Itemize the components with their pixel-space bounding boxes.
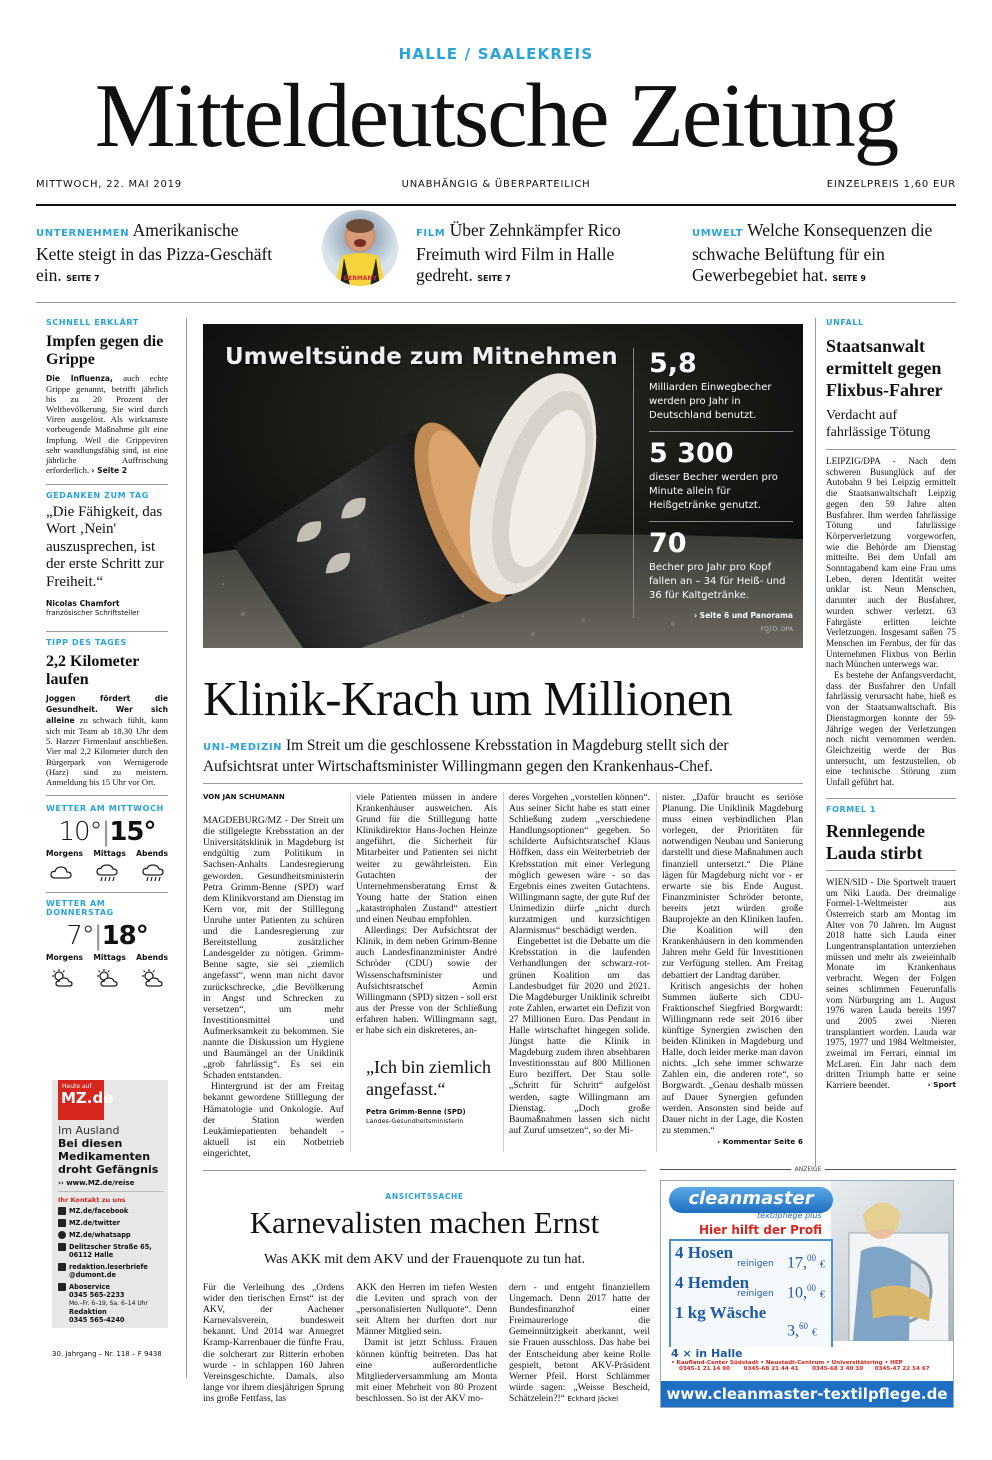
teaser-kicker: UNTERNEHMEN [36, 228, 130, 239]
bottom-col-3 [509, 1282, 650, 1405]
ad-price-row [671, 1301, 831, 1341]
wetter1-kicker: WETTER AM MITTWOCH [46, 803, 164, 813]
bottom-kicker: ANSICHTSSACHE [385, 1192, 464, 1201]
wetter2-times [46, 953, 168, 962]
column-divider [186, 318, 187, 1378]
divider [46, 892, 168, 893]
contact-item-text: Delitzscher Straße 65, 06112 Halle [69, 1243, 152, 1259]
right-title[interactable]: Staatsanwalt ermittelt gegen Flixbus-Fahrer [826, 336, 943, 400]
right-text2 [826, 877, 956, 1091]
location-icon [58, 1243, 66, 1251]
tipp-title[interactable]: 2,2 Kilometer laufen [46, 652, 140, 688]
paragraph: MAGDEBURG/MZ - Der Streit um die stillgelegte Krebsstation an der Universitätsklinik in Magdeburg ist endgültig zum Politikum in Sachsen-Anhalts Landesregierung geworden. Gesundheitsministerin Petra Grimm-Benne (SPD) warf dem Klinikvorstand am Dienstag im Kern vor, mit der Stilllegung Unruhe unter Patienten zu schüren und die Landesregierung zur Bereitstellung zusätzlicher Landesgelder zu nötigen. Grimm-Benne sagte, sie sei „ziemlich angefasst“, wenn man nicht davor zurückschrecke, „die Bevölkerung in Angst und Schrecken zu versetzen“, um mehr Investitionsmittel und Aufmerksamkeit zu bekommen. Sie nannte die Diskussion um Hygiene und Baumängel an der Uniklinik „grob fahrlässig“. Es sei ein Schaden entstanden. [203, 815, 344, 1082]
athlete-portrait [322, 210, 398, 286]
ad-item-name: 4 Hemden [675, 1273, 750, 1292]
teaser-page: SEITE 9 [832, 274, 866, 283]
wetter1-temps [46, 817, 168, 847]
teaser-rule [36, 302, 956, 303]
bottom-col-1 [203, 1282, 344, 1404]
gedanken-role: französischer Schriftsteller [46, 608, 140, 617]
ad-brand: cleanmaster [688, 1188, 814, 1209]
issue-footer: 30. Jahrgang – Nr. 118 – F 9438 [52, 1350, 162, 1358]
mz-contact-box[interactable] [52, 1080, 168, 1328]
right-text [826, 456, 956, 788]
divider [649, 521, 793, 522]
ad-brand-box [669, 1187, 833, 1213]
gedanken-kicker: GEDANKEN ZUM TAG [46, 490, 149, 500]
column-divider [656, 792, 657, 1152]
cloud-icon [50, 864, 72, 882]
teaser-unternehmen[interactable] [36, 220, 276, 289]
divider [825, 1169, 956, 1170]
tipp-body: zu schwach fühlt, kann sich mit Team ab 18.30 Uhr dem 5. Harzer Firmenlauf anschließen. Vier mal 2,2 Kilometer durch den Bürgerpark von Wernigerode (Harz) sind zu meistern. Anmeldung bis 15 Uhr vor Ort. [46, 715, 169, 787]
teaser-umwelt[interactable] [692, 220, 954, 289]
ad-item-name: 1 kg Wäsche [675, 1303, 767, 1322]
quote-role: Landes-Gesundheitsministerin [366, 1117, 464, 1125]
paragraph: deres Vorgehen „vorstellen können“. Aus seiner Sicht habe es statt einer Schließung zudem „verschiedene Handlungsoptionen“ gegeben. So schilderte Aufsichtsratschef Klaus Höffken, dass ein Weiterbetrieb der Krebsstation mit einer Verlegung möglich gewesen wäre - so das Ergebnis eines zweiten Gutachtens. Willingmann sagte, der gute Ruf der Unimedizin dürfe „nicht durch kurzatmigen und kurzsichtigen Alarmismus“ beschädigt werden. [509, 792, 650, 937]
red-title: Redaktion [69, 1308, 107, 1316]
paragraph: Es bestehe der Anfangsverdacht, dass der Busfahrer den Unfall fahrlässig verursacht habe, hieß es von der Staatsanwaltschaft. Bis Dienstagmorgen konnte der 59-Jährige wegen der Verletzungen noch nicht vernommen werden. Gleichzeitig werde der Bus untersucht, um festzustellen, ob eine technische Störung zum Unfall geführt hat. [826, 670, 956, 788]
ad-brand-sub: textilpflege plus [757, 1211, 822, 1220]
ad-price-row [671, 1241, 831, 1271]
abo-title: Aboservice [69, 1283, 110, 1291]
main-col-3 [509, 792, 650, 1136]
schnell-ref[interactable]: › Seite 2 [91, 465, 128, 475]
tipp-lead: Joggen fördert die Gesundheit. Wer sich alleine [46, 693, 168, 726]
column-divider [350, 792, 351, 1152]
paragraph: Für die Verleihung des „Ordens wider den tierischen Ernst“ ist der AKV, der Aachener Karnevalsverein, bundesweit bekannt. Und 2014 war Annegret Kramp-Karrenbauer die fünfte Frau, die solcherart zur Ritterin erhoben wurde - in schlappen 160 Jahren Vereinsgeschichte. Damals, also lange vor ihrem diesjährigen Sprung ins große Fettfass, las [203, 1282, 344, 1404]
facebook-icon [58, 1207, 66, 1215]
temp-low: 7° [66, 920, 94, 951]
paragraph: Allerdings: Der Aufsichtsrat der Klinik, in dem neben Grimm-Benne auch Landesfinanzminister André Schröder (CDU) sowie der Wissenschaftsminister und Aufsichtsratschef Armin Willingmann (SPD) sitzen - soll erst aus der Presse von der Schließung erfahren haben. Willingmann sagt, er habe sich ein diskreteres, an- [356, 925, 497, 1036]
main-kicker: UNI-MEDIZIN [203, 742, 283, 753]
teaser-page: SEITE 7 [66, 274, 100, 283]
paragraph: viele Patienten müssen in andere Krankenhäuser ausweichen. Als Grund für die Stilllegung hatte Klinikdirektor Hans-Jochen Heinze angeführt, die Sicherheit für Mitarbeiter und Patienten sei nicht weiter zu gewährleisten. Ein Gutachten der Unternehmensberatung Ernst & Young hatte der Station einen „katastrophalen Zustand“ attestiert und einen Neubau empfohlen. [356, 792, 497, 926]
right-sub: Verdacht auf fahrlässige Tötung [826, 408, 931, 440]
temp-separator: | [101, 816, 110, 847]
stat-text: Milliarden Einwegbecher werden pro Jahr in Deutschland benutzt. [649, 382, 772, 421]
teaser-page: SEITE 7 [477, 274, 511, 283]
contact-twitter[interactable] [58, 1219, 164, 1227]
ad-count: 4 × in Halle [671, 1347, 743, 1360]
wetter2-icons [46, 962, 168, 988]
schnell-lead: Die Influenza, [46, 374, 113, 383]
gedanken-quote: „Die Fähigkeit, das Wort ‚Nein' auszusprechen, ist der erste Schritt zur Freiheit.“ [46, 503, 164, 590]
ad-label [660, 1166, 956, 1173]
contact-whatsapp[interactable] [58, 1231, 164, 1239]
teaser-text: Über Zehnkämpfer Rico Freimuth wird Film in Halle gedreht. [416, 220, 621, 285]
teaser-photo[interactable] [322, 210, 398, 286]
paragraph-text: dern - und entgeht finanziellem Ungemach. Denn 2017 hatte der Bundesfinanzhof einer Freimaurerloge die Gemeinnützigkeit aberkannt, weil sie Frauen ausschloss. Das habe bei der Entscheidung aber keine Rolle gespielt, betont AKV-Präsident Werner Pfeil. Horst Schlämmer würde sagen: „Weisse Bescheid, Schätzelein?!“ [509, 1282, 650, 1404]
mail-icon [58, 1263, 66, 1271]
photo-ref[interactable]: › Seite 6 und Panorama [693, 611, 793, 620]
temp-low: 10° [58, 816, 102, 847]
teaser-kicker: FILM [416, 228, 446, 239]
paragraph: Damit ist jetzt Schluss. Frauen können künftig beitreten. Das hat eine außerordentliche Mitgliederversammlung am Monta mit einer Mehrheit von 80 Prozent beschlossen. So ist der AKV mo- [356, 1337, 497, 1404]
price-cents: 00 [807, 1253, 816, 1263]
ad-item-name: 4 Hosen [675, 1243, 734, 1262]
main-subhead [203, 736, 803, 776]
ad-label-text: ANZEIGE [794, 1166, 822, 1173]
ad-item-price [787, 1321, 817, 1340]
divider [826, 449, 956, 450]
quote-text: „Ich bin ziemlich angefasst.“ [366, 1057, 491, 1099]
time-label: Morgens [46, 952, 84, 962]
ad-url-bar[interactable] [661, 1381, 953, 1407]
ad-item-action: reinigen [737, 1259, 774, 1269]
sun-cloud-icon [140, 968, 164, 988]
slogan: UNABHÄNGIG & ÜBERPARTEILICH [401, 179, 591, 190]
divider [46, 484, 168, 485]
main-col-2 [356, 792, 497, 1036]
contact-item-text: redaktion.leserbriefe @dumont.de [69, 1263, 148, 1279]
main-col-4 [662, 792, 803, 1147]
main-col-1 [203, 792, 344, 1159]
main-byline: VON JAN SCHUMANN [203, 793, 285, 801]
time-label: Morgens [46, 848, 84, 858]
contact-link[interactable]: ›› www.MZ.de/reise [58, 1179, 135, 1187]
ad-phones: 0345-1 21 14 90 0345-68 21 44 41 0345-68 3 40 30 0345-47 22 54 67 [679, 1366, 930, 1372]
divider [649, 431, 793, 432]
bottom-title[interactable]: Karnevalisten machen Ernst [249, 1205, 600, 1240]
sun-cloud-icon [50, 968, 74, 988]
stat-text: Becher pro Jahr pro Kopf fallen an – 34 für Heiß- und 36 für Kaltgetränke. [649, 562, 786, 601]
quote-author: Petra Grimm-Benne (SPD) [366, 1108, 466, 1116]
schnell-body: auch echte Grippe genannt, betrifft jährlich bis zu 20 Prozent der Weltbevölkerung. Sie wird durch Viren ausgelöst. Als wirksamste vorbeugende Maßnahme gilt eine Impfung. Weil die Grippeviren sehr wandlungsfähig sind, ist eine jährliche Auffrischung erforderlich. [46, 373, 169, 475]
paragraph: AKK den Herren im tiefen Westen die Leviten und sprach von der „personalisierten Nullquote“. Denn seit Altem her durften dort nur Männer Mitglied sein. [356, 1282, 497, 1338]
schnell-title[interactable]: Impfen gegen die Grippe [46, 333, 164, 368]
tipp-text [46, 693, 168, 787]
bottom-col-2 [356, 1282, 497, 1404]
comment-ref[interactable]: › Kommentar Seite 6 [717, 1136, 803, 1146]
contact-item-text: MZ.de/facebook [69, 1207, 129, 1215]
temp-high: 18° [101, 920, 148, 951]
contact-item-text: MZ.de/whatsapp [69, 1231, 131, 1239]
mz-badge[interactable] [58, 1080, 114, 1120]
price-value: 17, [787, 1254, 807, 1272]
contact-items [58, 1207, 164, 1324]
wetter1-times [46, 849, 168, 858]
paragraph: Hintergrund ist der am Freitag bekannt gewordene Stilllegung der Hämatologie und Onkologie. Auf der Station werden Leukämiepatienten behandelt - aktuell ist ein Notbetrieb eingerichtet, [203, 1081, 344, 1159]
divider [826, 870, 956, 871]
stat-value: 5,8 [649, 348, 697, 379]
contact-kontakt: Ihr Kontakt zu uns [58, 1196, 126, 1204]
phone-icon [58, 1283, 66, 1291]
ad-item-price [787, 1283, 825, 1302]
contact-phone [58, 1283, 164, 1324]
divider [826, 798, 956, 799]
bottom-sub: Was AKK mit dem AKV und der Frauenquote zu tun hat. [264, 1252, 585, 1267]
issue-date: MITTWOCH, 22. MAI 2019 [36, 179, 182, 190]
masthead-rule [36, 204, 956, 206]
price-cents: 00 [807, 1283, 816, 1293]
time-label: Abends [136, 848, 168, 858]
price: EINZELPREIS 1,60 EUR [826, 179, 956, 190]
main-headline[interactable]: Klinik-Krach um Millionen [203, 671, 733, 726]
right-column [826, 318, 956, 1091]
abo-hours: Mo.–Fr. 6–19, Sa. 6–14 Uhr [69, 1300, 148, 1307]
ad-item-price [787, 1253, 825, 1272]
contact-address [58, 1243, 164, 1259]
edition-label: HALLE / SAALEKREIS [398, 45, 594, 63]
badge-big: MZ.de [61, 1089, 114, 1107]
teaser-text: Welche Konsequenzen die schwache Belüftung für ein Gewerbegebiet hat. [692, 220, 933, 285]
photo-stats [649, 348, 793, 633]
cleanmaster-ad[interactable] [660, 1180, 954, 1408]
teaser-kicker: UMWELT [692, 228, 744, 239]
paragraph: LEIPZIG/DPA - Nach dem schweren Busunglück auf der Autobahn 9 bei Leipzig ermittelt die Staatsanwaltschaft Leipzig gegen den 59 Jahre alten Busfahrer. Ihm werden fahrlässige Tötung und fahrlässige Körperverletzung vorgeworfen, wie die Behörde am Dienstag mitteilte. Bei dem Unfall am Sonntagabend kam eine Frau ums Leben, deren Identität weiter unklar ist. Neun Menschen, darunter auch der Busfahrer, wurden schwer verletzt. 63 Fahrgäste erlitten leichte Verletzungen. Insgesamt saßen 75 Menschen im Fernbus, der für das Unternehmen Flixbus von Berlin nach München unterwegs war. [826, 456, 956, 670]
pull-quote [366, 1056, 496, 1125]
rain-cloud-icon [96, 864, 118, 884]
wetter2-kicker: WETTER AM DONNERSTAG [46, 898, 114, 917]
paragraph: WIEN/SID - Die Sportwelt trauert um Niki Lauda. Der dreimalige Formel-1-Weltmeister aus Österreich starb am Montag im Alter von 70 Jahren. Im August 2018 hatte sich Lauda einer Lungentransplantation unterziehen müssen und mehr als zweieinhalb Monate im Krankenhaus verbracht. Wegen der Folgen seines schlimmen Feuerunfalls vom Nürburgring am 1. August 1976 waren Lauda bereits 1997 und 2005 zwei Nieren transplantiert worden. Lauda war 1975, 1977 und 1984 Weltmeister, zweimal im Ferrari, einmal im McLaren. Ein Jahr nach dem dritten Triumph hatte er seine Karriere beendet. [826, 876, 956, 1091]
paragraph: nister. „Dafür braucht es seriöse Planung. Die Uniklinik Magdeburg muss einen verbindlichen Plan vorlegen, der Prioritäten für notwendigen Neubau und Sanierung darstellt und diese Maßnahmen auch finanziell untersetzt.“ Die Pläne lägen für Magdeburg nicht vor - er erwarte sie bis Ende August. Finanzminister Schröder betonte, bereits jetzt würden große Bauprojekte an den Kliniken laufen. Die Koalition will den Krankenhäusern in den kommenden Jahren mehr Geld für Investitionen zur Verfügung stellen. Am Freitag debattiert der Landtag darüber. [662, 792, 803, 981]
photo-divider [633, 348, 634, 618]
bottom-author: Eckhard Jäckel [567, 1394, 619, 1403]
time-label: Mittags [93, 952, 126, 962]
ad-slogan: Hier hilft der Profi [699, 1223, 822, 1237]
schnell-text [46, 373, 168, 476]
time-label: Abends [136, 952, 168, 962]
subhead-rule [203, 783, 803, 784]
wetter2-temps [46, 921, 168, 951]
red-phone: 0345 565-4240 [69, 1316, 125, 1324]
ad-branch-list: • Kaufland-Center Südstadt • Neustadt-Centrum • Universitätsring • HEP [671, 1360, 903, 1366]
contact-sub: Im Ausland [58, 1124, 120, 1137]
stat-value: 70 [649, 528, 687, 559]
stat-text: dieser Becher werden pro Minute allein für Heißgetränke genutzt. [649, 472, 778, 511]
masthead-title[interactable]: Mitteldeutsche Zeitung [94, 65, 898, 166]
divider [46, 631, 168, 632]
divider [660, 1169, 791, 1170]
ad-price-row [671, 1271, 831, 1301]
feature-photo[interactable] [203, 324, 803, 648]
teaser-film[interactable] [416, 220, 656, 289]
price-currency: € [820, 1289, 825, 1301]
left-column [46, 318, 168, 988]
schnell-kicker: SCHNELL ERKLÄRT [46, 318, 139, 327]
abo-phone: 0345 565-2233 [69, 1291, 125, 1299]
tipp-kicker: TIPP DES TAGES [46, 637, 127, 647]
paragraph [509, 1282, 650, 1405]
rain-cloud-icon [142, 864, 164, 884]
contact-item-text: MZ.de/twitter [69, 1219, 120, 1227]
photo-credit: FOTO: DPA [760, 626, 793, 633]
contact-email[interactable] [58, 1263, 164, 1279]
sun-cloud-icon [95, 968, 119, 988]
temp-high: 15° [109, 816, 156, 847]
twitter-icon [58, 1219, 66, 1227]
ad-price-box [669, 1239, 833, 1349]
ad-photo [831, 1181, 953, 1341]
gedanken-author: Nicolas Chamfort [46, 598, 120, 608]
paragraph: Eingebettet ist die Debatte um die Krebsstation in die laufenden Verhandlungen der schwarz-rot-grünen Koalition um das Landesbudget für 2020 und 2021. Die Magdeburger Uniklinik schreibt rote Zahlen, erwartet ein Defizit von 27 Millionen Euro. Das Pendant in Halle wirtschaftet hingegen solide. Jüngst hatte die Klinik in Magdeburg zudem ihren absehbaren Investitionsstau auf 800 Millionen Euro beziffert. Der Stau solle „Schritt für Schritt“ aufgelöst werden, sagte Willingmann am Dienstag. „Doch große Baumaßnahmen lassen sich nicht auf Zuruf umsetzen“, so der Mi- [509, 936, 650, 1136]
column-divider [503, 792, 504, 1152]
bottom-rule [203, 1170, 646, 1171]
ad-branches [661, 1347, 953, 1381]
price-currency: € [820, 1259, 825, 1271]
teaser-text: Amerikanische Kette steigt in das Pizza-Geschäft ein. [36, 220, 273, 285]
price-currency: € [812, 1327, 817, 1339]
price-value: 3, [787, 1322, 799, 1340]
whatsapp-icon [58, 1231, 66, 1239]
time-label: Mittags [93, 848, 126, 858]
shirt-label: GERMANY [343, 275, 377, 282]
column-divider [815, 318, 816, 1166]
photo-title: Umweltsünde zum Mitnehmen [225, 344, 618, 370]
laundry-photo-icon [831, 1181, 953, 1341]
temp-separator: | [93, 920, 102, 951]
price-cents: 60 [799, 1321, 808, 1331]
right-kicker2: FORMEL 1 [826, 804, 877, 814]
paragraph: Kritisch angesichts der hohen Summen äußerte sich CDU-Fraktionschef Siegfried Borgwardt: Willingmann rede seit 2016 über künftige Synergien zwischen den beiden Kliniken in Magdeburg und Halle, doch leider merke man davon nichts. „Ich sehe immer schwarze Zahlen ein, die anderen rote“, so Borgwardt. „Genau deshalb müssen auf Dauer Synergien gefunden werden. Ansonsten sind beide auf Dauer nicht in der Lage, die Kosten zu stemmen.“ [662, 980, 803, 1136]
right-kicker: UNFALL [826, 318, 864, 327]
stat-value: 5 300 [649, 438, 734, 469]
ad-url[interactable]: www.cleanmaster-textilpflege.de [666, 1385, 948, 1403]
sport-ref[interactable]: › Sport [927, 1080, 956, 1090]
main-sub: Im Streit um die geschlossene Krebsstation in Magdeburg stellt sich der Aufsichtsrat unter Wirtschaftsminister Willingmann gegen den Krankenhaus-Chef. [203, 737, 729, 775]
price-value: 10, [787, 1284, 807, 1302]
badge-small: Heute auf [62, 1083, 92, 1090]
right-title2[interactable]: Rennlegende Lauda stirbt [826, 820, 925, 863]
divider [46, 795, 168, 796]
contact-facebook[interactable] [58, 1207, 164, 1215]
divider [58, 1191, 164, 1192]
wetter1-icons [46, 858, 168, 884]
ad-item-action: reinigen [737, 1289, 774, 1299]
contact-headline[interactable]: Bei diesen Medikamenten droht Gefängnis [58, 1137, 159, 1176]
